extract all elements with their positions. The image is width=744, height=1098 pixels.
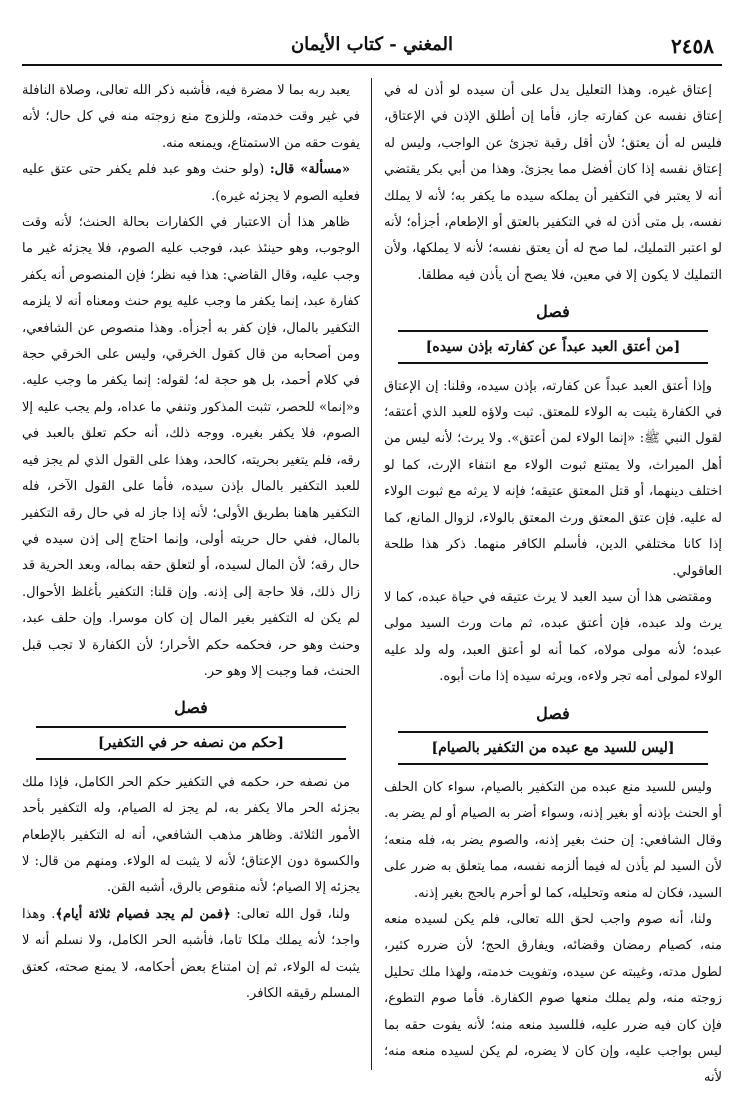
left-column [22,78,360,1070]
paragraph: وليس للسيد منع عبده من التكفير بالصيام، سواء كان الحلف أو الحنث بإذنه أو بغير إذنه، وسواء أضر به الصيام أو لم يضر به. وقال الشافعي: إن حنث بغير إذنه، والصوم يضر به، فله منعه؛ لأن السيد لم يأذن له فيما ألزمه نفسه، مما يتعلق به ضرر على السيد، فكان له منعه وتحليله، كما لو أحرم بالحج بغير إذنه. [384,779,722,901]
column-divider [371,78,372,1070]
section-heading-text: ليس للسيد مع عبده من التكفير بالصيام [438,739,668,756]
section-heading: [من أعتق العبد عبداً عن كفارته بإذن سيده] [398,330,708,364]
masala-label: «مسألة» قال: [269,162,350,178]
page-header [22,28,722,66]
section-heading-text: حكم من نصفه حر في التكفير [104,734,278,751]
section-heading: [حكم من نصفه حر في التكفير] [36,726,346,760]
paragraph: ولنا، أنه صوم واجب لحق الله تعالى، فلم يكن لسيده منعه منه، كصيام رمضان وقضائه، ويفارق الحج؛ لأن ضرره كثير، لطول مدته، وغيبته عن سيده، وتفويت خدمته، ولهذا ملك تحليل زوجته منه، ولم يملك منعها صوم الكفارة. فأما صوم التطوع، فإن كان فيه ضرر عليه، فللسيد منعه منه؛ لأنه يفوت حقه بما ليس بواجب عليه، وإن كان لا يضره، لم يكن لسيده منعه منه؛ لأنه [384,911,722,1086]
section-heading-text: من أعتق العبد عبداً عن كفارته بإذن سيده [432,338,674,355]
section-label: فصل [536,302,570,322]
page-number: ٢٤٥٨ [671,34,714,58]
verse-rest: . وهذا واجد؛ لأنه يملك ملكا تاما، فأشبه الحر الكامل، ولا نسلم أنه لا يثبت له الولاء، ثم إن امتناع بعض أحكامه، لا يمنع صحته، كعتق المسلم رقيقه الكافر. [22,906,360,1001]
masala-text: (ولو حنث وهو عبد فلم يكفر حتى عتق عليه فعليه الصوم لا يجزئه غيره). [22,162,360,204]
paragraph: من نصفه حر، حكمه في التكفير حكم الحر الكامل، فإذا ملك بجزئه الحر مالا يكفر به، لم يجز له الصيام، وله التكفير بأحد الأمور الثلاثة. وظاهر مذهب الشافعي، أنه له التكفير بالإطعام والكسوة دون الإعتاق؛ لأنه لا يثبت له الولاء. ومنهم من قال: لا يجزئه إلا الصيام؛ لأنه منقوص بالرق، أشبه القن. [22,774,360,896]
masala-paragraph [22,157,360,210]
section-heading: [ليس للسيد مع عبده من التكفير بالصيام] [398,731,708,765]
section-label: فصل [536,703,570,723]
paragraph: ومقتضى هذا أن سيد العبد لا يرث عتيقه في حياة عبده، كما لا يرث ولد عبده، فإن أعتق عبده، ثم مات ورث السيد مولى عبده؛ لأنه مولى مولاه، كما أنه لو أعتق العبد، وله ولد عليه الولاء لمولى أمه تجر ولاءه، ويرثه سيده إذا مات أبوه. [384,589,722,685]
quran-verse: ﴿فمن لم يجد فصيام ثلاثة أيام﴾ [55,906,231,922]
paragraph: إعتاق غيره. وهذا التعليل يدل على أن سيده لو أذن له في إعتاق نفسه عن كفارته جاز، فأما إن أطلق الإذن في الإعتاق، فليس له أن يعتق؛ لأن أقل رقبة تجزئ عن الواجب، وليس له إعتاق نفسه إذا كان أفضل مما يجزئ. وهذا من أبي بكر يقتضي أنه لا يعتبر في التكفير أن يملكه سيده ما يكفر به؛ لأنه لا يملك نفسه، بل متى أذن له في التكفير بالعتق أو الإطعام، أجزأه؛ لأنه لو اعتبر التمليك، لما صح له أن يعتق نفسه؛ لأنه لا يملكها، ولأن التمليك لا يكون إلا في معين، فلا يصح أن يأذن فيه مطلقا. [384,83,723,283]
paragraph: وإذا أعتق العبد عبداً عن كفارته، بإذن سيده، وقلنا: إن الإعتاق في الكفارة يثبت به الولاء للمعتق. ثبت ولاؤه للعبد الذي أعتقه؛ لقول النبي ﷺ: «إنما الولاء لمن أعتق». ولا يرث؛ لأنه ليس من أهل الميراث، ولا يمتنع ثبوت الولاء مع انتفاء الإرث، كما لو اختلف دينهما، أو قتل المعتق عتيقه؛ فإنه لا يرثه مع ثبوت الولاء له عليه. فإن عتق المعتق ورث المعتق بالولاء، لزوال المانع، كما إذا كانا مختلفي الدين، فأسلم الكافر منهما. ذكر هذا طلحة العاقولي. [384,378,722,579]
verse-paragraph [22,902,360,1008]
paragraph: ظاهر هذا أن الاعتبار في الكفارات بحالة الحنث؛ لأنه وقت الوجوب، وهو حينئذ عبد، فوجب عليه الصوم، فلا يجزئه غير ما وجب عليه، وقال القاضي: هذا فيه نظر؛ فإن المنصوص أنه يكفر كفارة عبد، إنما يكفر ما وجب عليه يوم حنث ومعناه أنه لا يلزمه التكفير بالمال، فإن كفر به أجزأه. وهذا منصوص عن الشافعي، ومن أصحابه من قال كقول الخرقي، وليس على الخرقي حجة في كلام أحمد، بل هو حجة له؛ لقوله: إنما يكفر ما وجب عليه. و«إنما» للحصر، تثبت المذكور وتنفي ما عداه، ولم يجب عليه إلا الصوم، فلا يكفر بغيره. ووجه ذلك، أنه حكم تعلق بالعبد في رقه، فلم يتغير بحريته، كالحد، وهذا على القول الذي لم يجز فيه للعبد التكفير بالمال بإذن سيده، فأما على القول الآخر، فله التكفير هاهنا بطريق الأولى؛ لأنه إذا جاز له في حال رقه التكفير بالمال، ففي حال حريته أولى، وإنما احتاج إلى إذن سيده في حال رقه؛ لأن المال لسيده، أو لتعلق حقه بماله، وبعد الحرية قد زال ذلك، فلا حاجة إلى إذنه. وإن قلنا: التكفير بأغلظ الأحوال. لم يكن له التكفير بغير المال إن كان موسرا. وإن حلف عبد، وحنث وهو حر، فحكمه حكم الأحرار؛ لأن الكفارة لا تجب قبل الحنث، فما وجبت إلا وهو حر. [22,215,360,679]
running-title: المغني - كتاب الأيمان [290,34,454,55]
section-label: فصل [174,698,208,718]
verse-lead: ولنا، قول الله تعالى: [236,906,350,922]
right-column [384,78,723,1086]
paragraph: يعبد ربه بما لا مضرة فيه، فأشبه ذكر الله تعالى، وصلاة النافلة في غير وقت خدمته، وللزوج منع زوجته منه في كل حال؛ لأنه يفوت حقه من الاستمتاع، ويمنعه منه. [22,83,360,151]
